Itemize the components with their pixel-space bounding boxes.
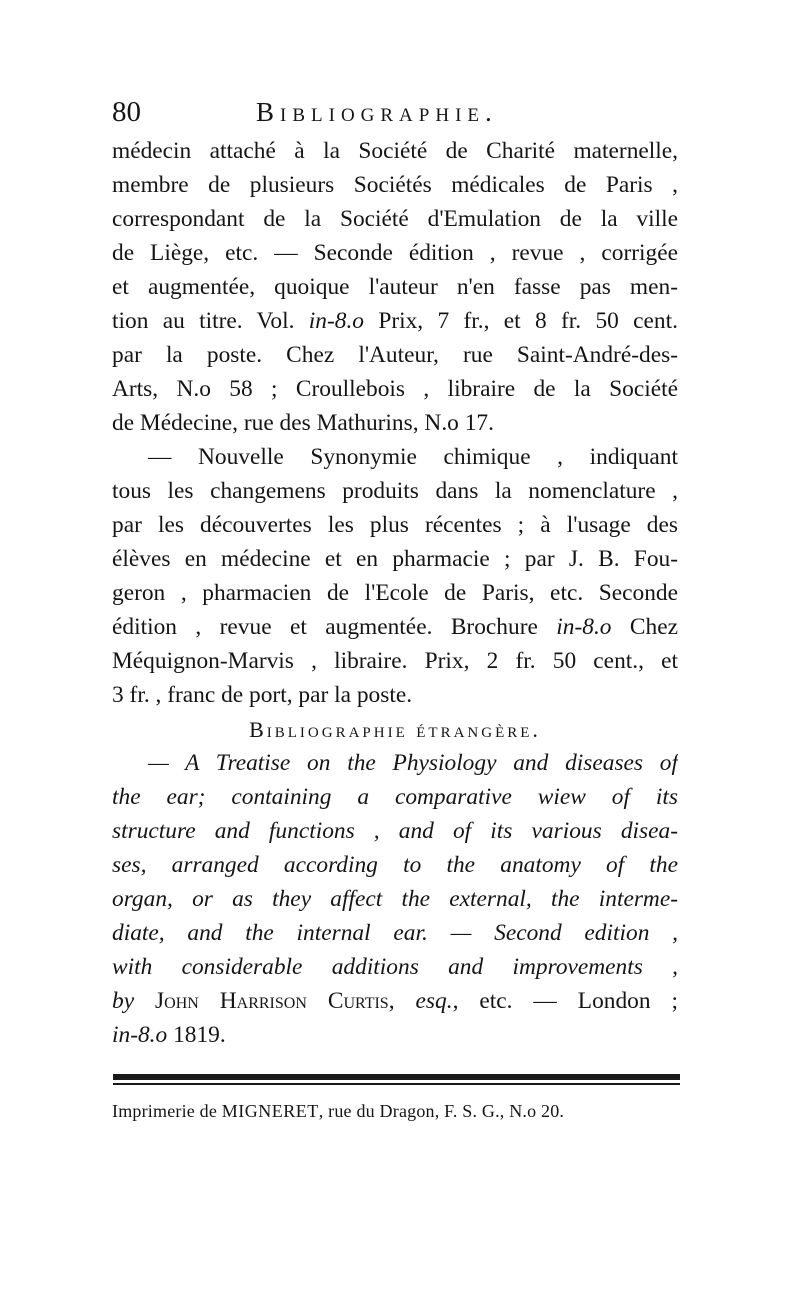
text-segment: édition , revue et augmentée. Brochure [112,614,538,640]
text-segment: , etc. — London ; [452,988,678,1014]
text-line: 3 fr. , franc de port, par la poste. [112,682,413,708]
text-segment: 1819. [167,1022,226,1048]
section-heading: Bibliographie étrangère. [249,717,541,742]
text-line: par la poste. Chez l'Auteur, rue Saint-André-des- [112,342,678,368]
imprint-prefix: Imprimerie de [112,1101,222,1121]
text-line: the ear; containing a comparative wiew of its [112,784,678,810]
text-line [112,304,678,338]
body-text [112,134,678,1052]
page-number: 80 [112,96,141,128]
text-line: de Liège, etc. — Seconde édition , revue , corrigée [112,240,678,266]
text-line: with considerable additions and improvements , [112,954,678,980]
text-segment: Chez [611,614,678,640]
text-line: tous les changemens produits dans la nomenclature , [112,478,678,504]
price-text: Prix, 7 fr., et 8 fr. 50 cent. [364,308,678,334]
format-italic: esq. [415,988,453,1014]
text-line [112,610,678,644]
format-italic: in-8.o [112,1022,168,1048]
format-italic: in-8.o [308,308,364,334]
text-line: Arts, N.o 58 ; Croullebois , libraire de la Société [112,376,678,402]
text-line: — Nouvelle Synonymie chimique , indiquant [148,444,678,470]
footer-rule-thin [113,1083,680,1085]
format-italic: by [112,988,135,1014]
text-line [112,1018,678,1052]
text-line: — A Treatise on the Physiology and diseases of [148,750,678,776]
imprint-suffix: , rue du Dragon, F. S. G., N.o 20. [318,1101,565,1121]
text-line: geron , pharmacien de l'Ecole de Paris, etc. Seconde [112,580,678,606]
text-line: diate, and the internal ear. — Second edition , [112,920,678,946]
text-line: correspondant de la Société d'Emulation de la ville [112,206,678,232]
running-title: Bibliographie. [256,97,498,127]
text-line: organ, or as they affect the external, the interme- [112,886,678,912]
text-line: élèves en médecine et en pharmacie ; par J. B. Fou- [112,546,678,572]
imprint-line [112,1096,682,1126]
format-italic: in-8.o [556,614,612,640]
author-name: John Harrison Curtis [134,988,389,1014]
text-line: médecin attaché à la Société de Charité maternelle, [112,138,678,164]
text-line: et augmentée, quoique l'auteur n'en fasse pas men- [112,274,678,300]
text-line: par les découvertes les plus récentes ; à l'usage des [112,512,678,538]
text-segment: tion au titre. Vol. [112,308,295,334]
text-line: ses, arranged according to the anatomy of the [112,852,678,878]
text-line: de Médecine, rue des Mathurins, N.o 17. [112,410,494,436]
text-line: membre de plusieurs Sociétés médicales de Paris , [112,172,678,198]
text-line: Méquignon-Marvis , libraire. Prix, 2 fr. 50 cent., et [112,648,678,674]
text-line: by John Harrison Curtis, esq., etc. — London ; [112,988,678,1014]
printer-name: MIGNERET [221,1101,319,1121]
running-head [112,92,672,132]
footer-rule-thick [113,1074,680,1080]
text-line: structure and functions , and of its various disea- [112,818,678,844]
